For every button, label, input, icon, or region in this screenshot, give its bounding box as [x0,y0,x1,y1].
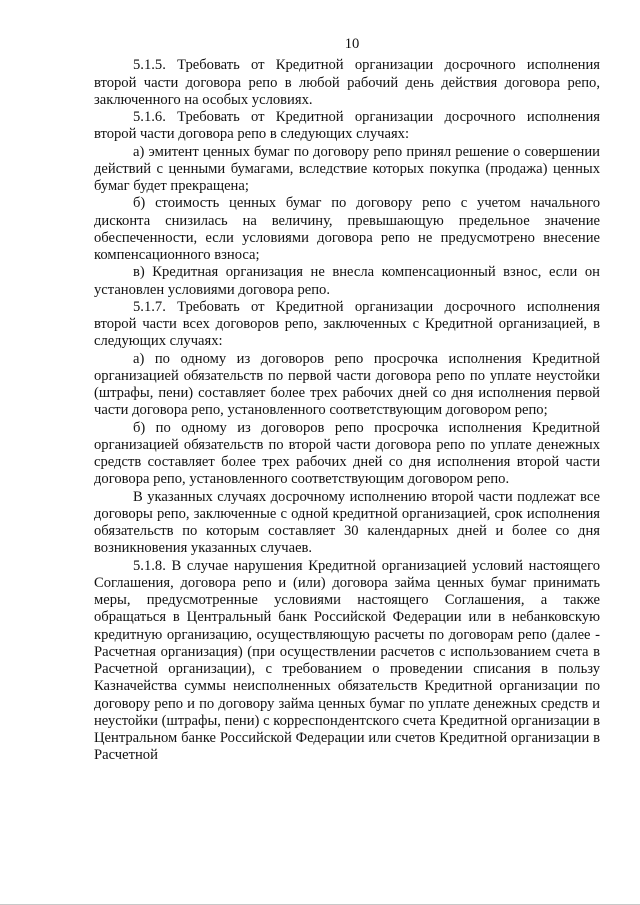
paragraph-5-1-6: 5.1.6. Требовать от Кредитной организации досрочного исполнения второй части договора репо в следующих случаях: [94,109,600,143]
paragraph-5-1-7-b: б) по одному из договоров репо просрочка исполнения Кредитной организацией обязательств по второй части договора репо по уплате денежных средств составляет более трех рабочих дней со дня исполнения второй части договора репо, установленного соответствующим договором репо. [94,419,600,488]
paragraph-5-1-7-a: а) по одному из договоров репо просрочка исполнения Кредитной организацией обязательств по первой части договора репо по уплате неустойки (штрафы, пени) составляет более трех рабочих дней со дня исполнения первой части договора репо, установленного соответствующим договором репо; [94,350,600,419]
paragraph-5-1-6-v: в) Кредитная организация не внесла компенсационный взнос, если он установлен условиями договора репо. [94,264,600,298]
paragraph-5-1-5: 5.1.5. Требовать от Кредитной организации досрочного исполнения второй части договора репо в любой рабочий день действия договора репо, заключенного на особых условиях. [94,57,600,108]
paragraph-5-1-8: 5.1.8. В случае нарушения Кредитной организацией условий настоящего Соглашения, договора репо и (или) договора займа ценных бумаг принимать меры, предусмотренные условиями настоящего Соглашения, а также обращаться в Центральный банк Российской Федерации или в небанковскую кредитную организацию, осуществляющую расчеты по договорам репо (далее - Расчетная организация) (при осуществлении расчетов с использованием счета в Расчетной организации), с требованием о проведении списания в пользу Казначейства суммы неисполненных обязательств Кредитной организации по договору репо и по договору займа ценных бумаг по уплате денежных средств и неустойки (штрафы, пени) с корреспондентского счета Кредитной организации в Центральном банке Российской Федерации или счетов Кредитной организации в Расчетной [94,557,600,764]
paragraph-5-1-6-a: а) эмитент ценных бумаг по договору репо принял решение о совершении действий с ценными бумагами, вследствие которых покупка (продажа) ценных бумаг будет прекращена; [94,143,600,194]
page-number: 10 [344,36,360,52]
paragraph-5-1-7-note: В указанных случаях досрочному исполнению второй части подлежат все договоры репо, заключенные с одной кредитной организацией, срок исполнения обязательств по которым составляет 30 календарных дней и более со дня возникновения указанных случаев. [94,488,600,557]
paragraph-5-1-7: 5.1.7. Требовать от Кредитной организации досрочного исполнения второй части всех договоров репо, заключенных с Кредитной организацией, в следующих случаях: [94,298,600,350]
paragraph-5-1-6-b: б) стоимость ценных бумаг по договору репо с учетом начального дисконта снизилась на величину, превышающую предельное значение обеспеченности, если условиями договора репо не предусмотрено внесение компенсационного взноса; [94,195,600,263]
